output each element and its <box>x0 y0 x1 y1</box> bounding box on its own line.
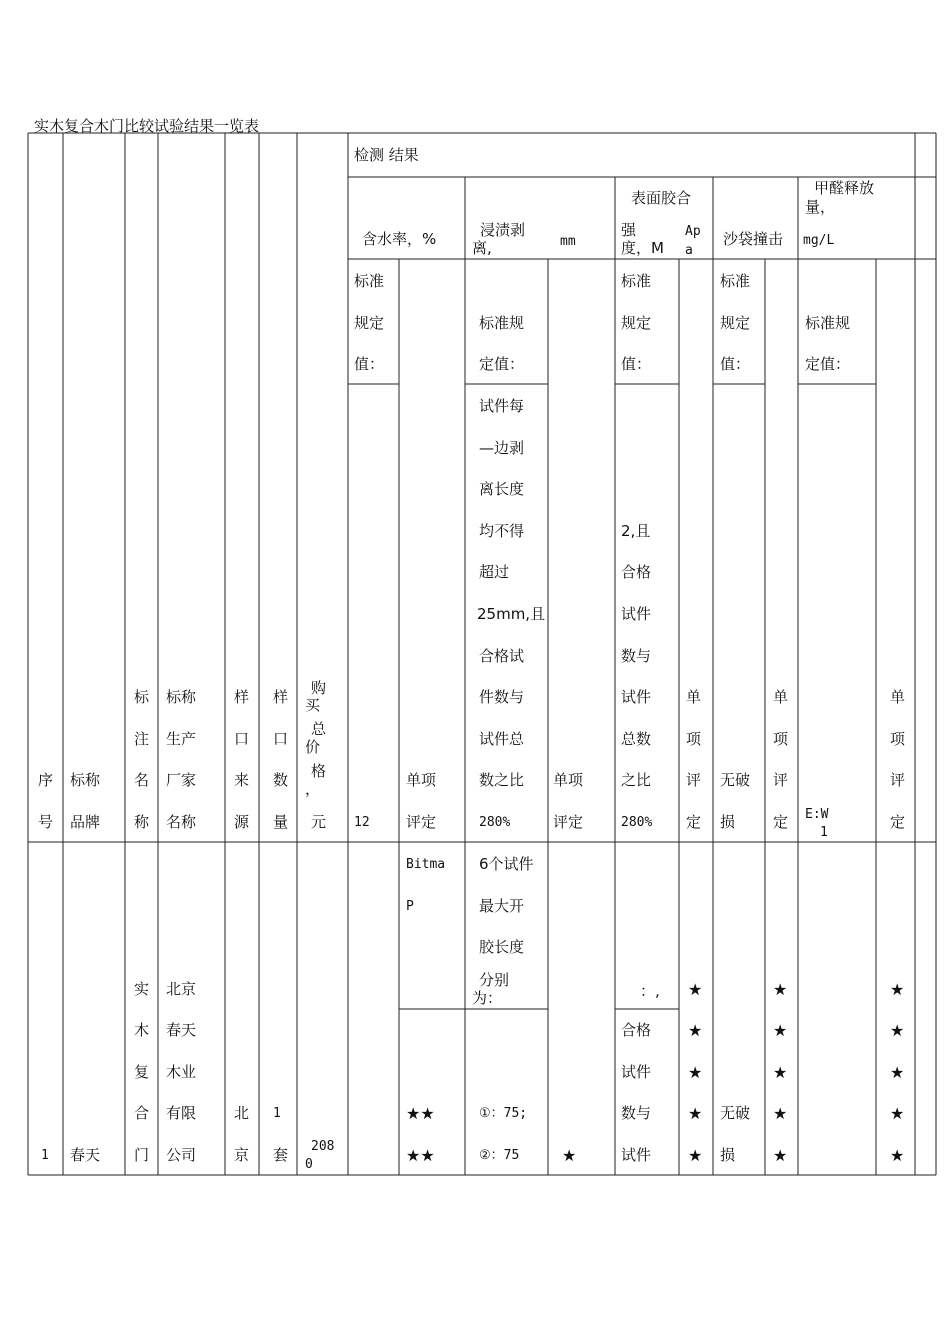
sandbag-eval-1: 单 <box>773 688 789 706</box>
qty-header-2: 口 <box>273 730 289 748</box>
row1-surface-star-1: ★ <box>688 980 703 999</box>
std-surface-1: 标准 <box>621 272 652 290</box>
soak-eval-2: 评定 <box>553 813 584 831</box>
row1-qty-2: 套 <box>273 1146 289 1164</box>
row1-soak-text-1: 6个试件 <box>479 855 534 873</box>
row1-price-a: 208 <box>311 1139 335 1154</box>
surface-unit-ap: Ap <box>685 224 701 239</box>
row1-form-star-5: ★ <box>890 1146 905 1165</box>
seq-header-1: 序 <box>38 771 54 789</box>
row1-brand: 春天 <box>70 1146 101 1164</box>
seq-header-2: 号 <box>38 813 54 831</box>
brand-header-2: 品牌 <box>70 813 101 831</box>
row1-surface-star-5: ★ <box>688 1146 703 1165</box>
sandbag-header: 沙袋撞击 <box>723 230 784 248</box>
formaldehyde-header-a: 甲醛释放 <box>814 179 875 197</box>
row1-surface-star-4: ★ <box>688 1104 703 1123</box>
row1-sandbag-2: 损 <box>720 1146 736 1164</box>
surface-std-2: 试件 <box>621 605 652 623</box>
row1-moisture-stars-2: ★★ <box>406 1146 435 1165</box>
price-header-7: 元 <box>311 813 327 831</box>
soak-unit: mm <box>560 234 576 249</box>
row1-source-1: 北 <box>234 1104 250 1122</box>
price-header-1: 购 <box>311 679 327 697</box>
row1-maker-3: 木业 <box>166 1063 197 1081</box>
row1-maker-1: 北京 <box>166 980 197 998</box>
price-header-3: 总 <box>311 720 327 738</box>
row1-seq: 1 <box>41 1148 49 1163</box>
surface-std-3: 数与 <box>621 647 652 665</box>
form-eval-1: 单 <box>890 688 906 706</box>
row1-name-3: 复 <box>134 1063 150 1081</box>
soak-std-0: 试件每 <box>479 397 525 415</box>
row1-surface-text-1: 合格 <box>621 1021 652 1039</box>
row1-sandbag-star-5: ★ <box>773 1146 788 1165</box>
soak-std-8: 试件总 <box>479 730 525 748</box>
soak-std-3: 均不得 <box>479 522 525 540</box>
surface-std-1: 合格 <box>621 563 652 581</box>
row1-soak-text-3: 胶长度 <box>479 938 525 956</box>
source-header-1: 样 <box>234 688 250 706</box>
source-header-2: 口 <box>234 730 250 748</box>
row1-name-1: 实 <box>134 980 150 998</box>
row1-source-2: 京 <box>234 1146 250 1164</box>
row1-sandbag-star-1: ★ <box>773 980 788 999</box>
soak-std-10: 280% <box>479 815 511 830</box>
soak-std-1: —边剥 <box>479 439 525 457</box>
row1-maker-4: 有限 <box>166 1104 197 1122</box>
sandbag-std-2: 损 <box>720 813 736 831</box>
surface-unit-a: a <box>685 243 693 258</box>
label-name-header-3: 名 <box>134 771 150 789</box>
std-soak-2: 定值： <box>479 355 525 373</box>
surface-header-a: 表面胶合 <box>631 189 692 207</box>
page-title: 实木复合木门比较试验结果一览表 <box>34 117 260 135</box>
std-sandbag-2: 规定 <box>720 314 751 332</box>
formaldehyde-header-b: 量， <box>805 198 836 216</box>
form-eval-3: 评 <box>890 771 906 789</box>
row1-sandbag-star-2: ★ <box>773 1021 788 1040</box>
soak-std-2: 离长度 <box>479 480 525 498</box>
row1-bitmap-a: Bitma <box>406 857 446 872</box>
moisture-header: 含水率，% <box>362 230 437 248</box>
form-eval-2: 项 <box>890 730 906 748</box>
form-eval-4: 定 <box>890 813 906 831</box>
row1-moisture-stars-1: ★★ <box>406 1104 435 1123</box>
std-moisture-2: 规定 <box>354 314 385 332</box>
row1-name-2: 木 <box>134 1021 150 1039</box>
label-name-header-4: 称 <box>134 813 150 831</box>
moisture-std-value: 12 <box>354 815 370 830</box>
maker-header-4: 名称 <box>166 813 197 831</box>
soak-std-7: 件数与 <box>479 688 525 706</box>
moisture-eval-2: 评定 <box>406 813 437 831</box>
price-header-4: 价 <box>305 738 321 756</box>
surface-std-7: 280% <box>621 815 653 830</box>
formaldehyde-std-a: E:W <box>805 807 829 822</box>
row1-form-star-2: ★ <box>890 1021 905 1040</box>
std-soak-1: 标准规 <box>479 314 525 332</box>
row1-surface-text-4: 试件 <box>621 1146 652 1164</box>
qty-header-1: 样 <box>273 688 289 706</box>
surface-eval-2: 项 <box>686 730 702 748</box>
row1-name-5: 门 <box>134 1146 150 1164</box>
formaldehyde-std-b: 1 <box>820 825 828 840</box>
qty-header-4: 量 <box>273 813 289 831</box>
moisture-eval-1: 单项 <box>406 771 437 789</box>
maker-header-3: 厂家 <box>166 771 197 789</box>
row1-soak-val-1: ①：75; <box>479 1106 528 1121</box>
soak-std-5: 25mm,且 <box>477 605 546 623</box>
std-surface-3: 值： <box>621 355 652 373</box>
source-header-4: 源 <box>234 813 250 831</box>
std-moisture-3: 值： <box>354 355 385 373</box>
maker-header-1: 标称 <box>166 688 197 706</box>
std-sandbag-1: 标准 <box>720 272 751 290</box>
row1-qty-1: 1 <box>273 1106 281 1121</box>
surface-std-5: 总数 <box>621 730 652 748</box>
row1-name-4: 合 <box>134 1104 150 1122</box>
soak-std-9: 数之比 <box>479 771 525 789</box>
row1-maker-5: 公司 <box>166 1146 197 1164</box>
row1-soak-text-2: 最大开 <box>479 897 525 915</box>
price-header-5: 格 <box>311 762 327 780</box>
row1-surface-star-3: ★ <box>688 1063 703 1082</box>
label-name-header-2: 注 <box>134 730 150 748</box>
row1-sandbag-star-3: ★ <box>773 1063 788 1082</box>
source-header-3: 来 <box>234 771 250 789</box>
row1-price-b: 0 <box>305 1157 313 1172</box>
row1-form-star-4: ★ <box>890 1104 905 1123</box>
surface-eval-3: 评 <box>686 771 702 789</box>
std-form-2: 定值： <box>805 355 851 373</box>
row1-soak-eval: ★ <box>562 1146 577 1165</box>
row1-surface-colon: ：, <box>640 982 660 1000</box>
qty-header-3: 数 <box>273 771 289 789</box>
maker-header-2: 生产 <box>166 730 197 748</box>
soak-header-b: 离, <box>472 239 492 257</box>
std-sandbag-3: 值： <box>720 355 751 373</box>
soak-header-a: 浸渍剥 <box>480 221 526 239</box>
row1-surface-text-3: 数与 <box>621 1104 652 1122</box>
price-header-2: 买 <box>305 696 321 714</box>
row1-sandbag-star-4: ★ <box>773 1104 788 1123</box>
detect-results-header: 检测 结果 <box>354 146 419 164</box>
row1-form-star-3: ★ <box>890 1063 905 1082</box>
soak-std-4: 超过 <box>479 563 510 581</box>
row1-surface-star-2: ★ <box>688 1021 703 1040</box>
sandbag-std-1: 无破 <box>720 771 751 789</box>
std-surface-2: 规定 <box>621 314 652 332</box>
soak-std-6: 合格试 <box>479 647 525 665</box>
row1-sandbag-1: 无破 <box>720 1104 751 1122</box>
row1-soak-text-5: 为： <box>472 989 503 1007</box>
surface-eval-1: 单 <box>686 688 702 706</box>
surface-header-c: 度，M <box>621 239 664 257</box>
row1-surface-text-2: 试件 <box>621 1063 652 1081</box>
formaldehyde-unit: mg/L <box>803 233 835 248</box>
surface-std-0: 2,且 <box>621 522 651 540</box>
brand-header-1: 标称 <box>70 771 101 789</box>
surface-std-4: 试件 <box>621 688 652 706</box>
surface-std-6: 之比 <box>621 771 652 789</box>
label-name-header-1: 标 <box>134 688 150 706</box>
row1-soak-val-2: ②：75 <box>479 1148 520 1163</box>
std-form-1: 标准规 <box>805 314 851 332</box>
surface-eval-4: 定 <box>686 813 702 831</box>
surface-header-b: 强 <box>621 221 637 239</box>
std-moisture-1: 标准 <box>354 272 385 290</box>
row1-soak-text-4: 分别 <box>479 971 510 989</box>
row1-maker-2: 春天 <box>166 1021 197 1039</box>
sandbag-eval-3: 评 <box>773 771 789 789</box>
sandbag-eval-2: 项 <box>773 730 789 748</box>
soak-eval-1: 单项 <box>553 771 584 789</box>
sandbag-eval-4: 定 <box>773 813 789 831</box>
price-header-6: ， <box>305 780 321 798</box>
row1-bitmap-b: P <box>406 899 414 914</box>
row1-form-star-1: ★ <box>890 980 905 999</box>
